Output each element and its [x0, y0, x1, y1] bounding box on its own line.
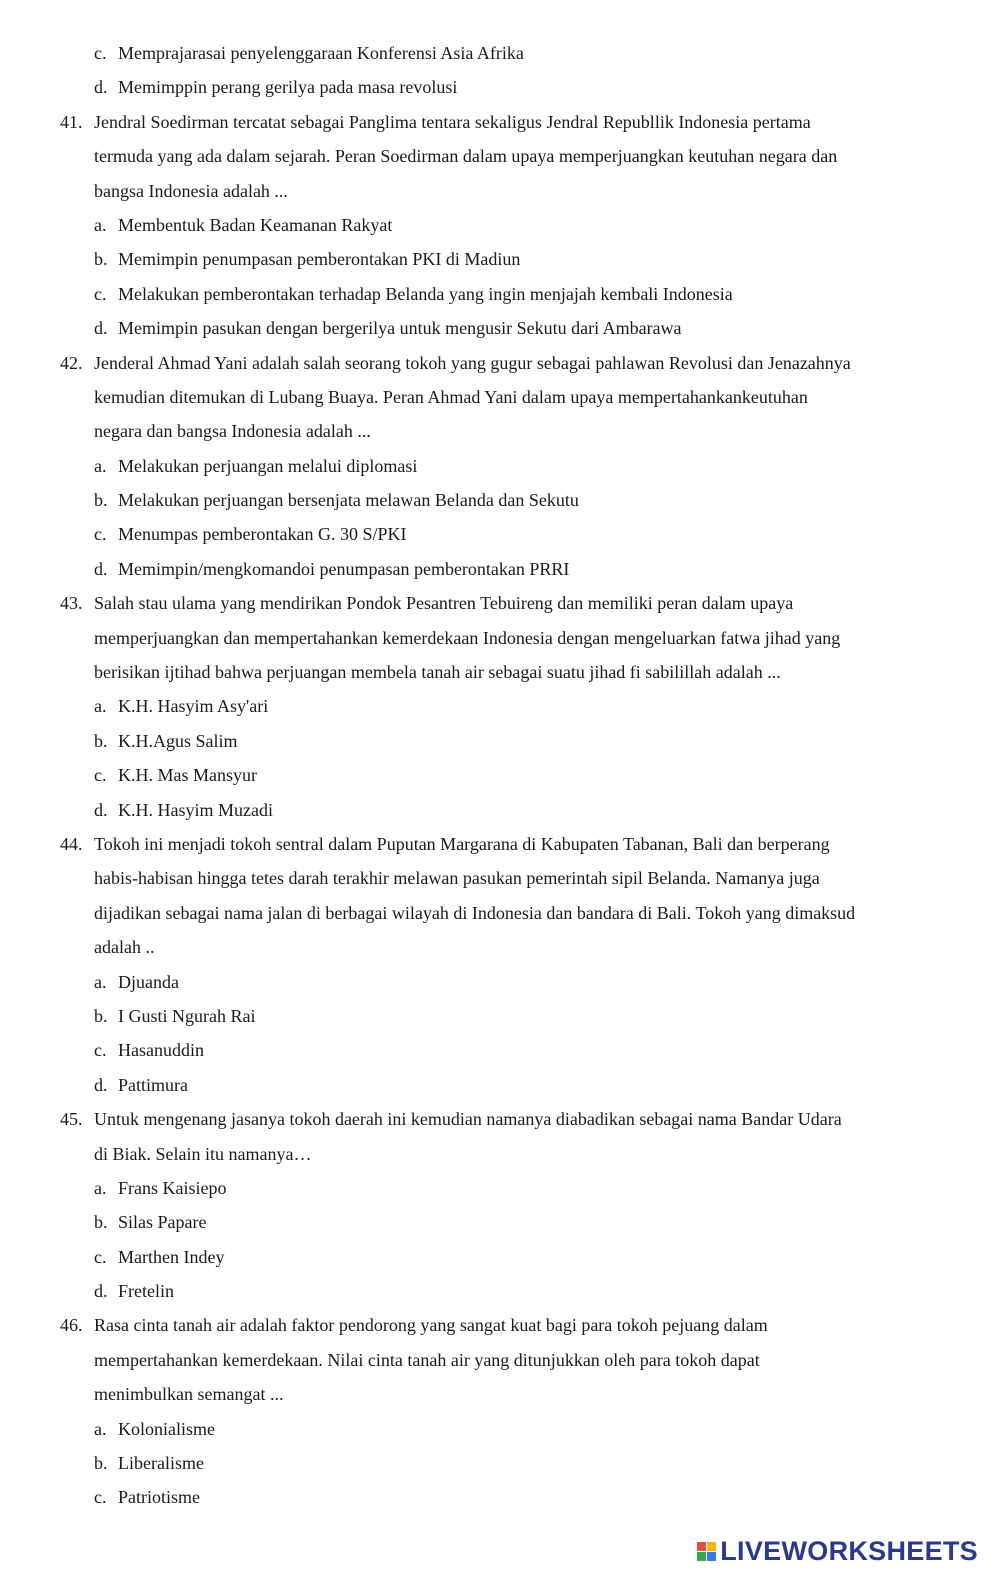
question-number: 41.	[60, 111, 83, 132]
option-text: Membentuk Badan Keamanan Rakyat	[118, 214, 393, 235]
option-text: Djuanda	[118, 971, 179, 992]
option-letter: a.	[94, 971, 107, 992]
question-text-continued: memperjuangkan dan mempertahankan kemerdekaan Indonesia dengan mengeluarkan fatwa jihad yang	[94, 627, 841, 648]
option-text: Memprajarasai penyelenggaraan Konferensi Asia Afrika	[118, 43, 524, 63]
question-text: Rasa cinta tanah air adalah faktor pendorong yang sangat kuat bagi para tokoh pejuang dalam	[94, 1315, 768, 1336]
question-text-continued: adalah ..	[94, 937, 155, 958]
option-text: Menumpas pemberontakan G. 30 S/PKI	[118, 524, 407, 545]
question-number: 46.	[60, 1315, 83, 1336]
option-letter: d.	[94, 558, 108, 579]
answer-option	[0, 70, 1000, 104]
question-line	[0, 346, 1000, 380]
answer-option	[0, 1240, 1000, 1274]
answer-option	[0, 689, 1000, 723]
liveworksheets-logo-icon	[697, 1542, 716, 1561]
answer-option	[0, 999, 1000, 1033]
option-letter: d.	[94, 318, 108, 339]
option-text: Pattimura	[118, 1074, 188, 1095]
question-line	[0, 827, 1000, 861]
logo-square-yellow	[707, 1542, 716, 1551]
answer-option	[0, 517, 1000, 551]
logo-square-green	[697, 1552, 706, 1561]
option-text: Frans Kaisiepo	[118, 1177, 227, 1198]
option-letter: b.	[94, 1453, 108, 1474]
answer-option	[0, 758, 1000, 792]
question-number: 45.	[60, 1109, 83, 1130]
option-text: I Gusti Ngurah Rai	[118, 1005, 256, 1026]
answer-option	[0, 311, 1000, 345]
option-letter: d.	[94, 799, 108, 820]
option-letter: d.	[94, 1074, 108, 1095]
question-number: 43.	[60, 593, 83, 614]
option-text: Memimppin perang gerilya pada masa revolusi	[118, 77, 458, 98]
question-text-continued: menimbulkan semangat ...	[94, 1384, 284, 1405]
question-text-continued: termuda yang ada dalam sejarah. Peran Soedirman dalam upaya memperjuangkan keutuhan negara dan	[94, 146, 838, 167]
answer-option	[0, 552, 1000, 586]
option-letter: a.	[94, 696, 107, 717]
answer-option	[0, 1205, 1000, 1239]
question-text: Untuk mengenang jasanya tokoh daerah ini kemudian namanya diabadikan sebagai nama Bandar Udara	[94, 1109, 842, 1130]
option-text: Hasanuddin	[118, 1040, 204, 1061]
answer-option	[0, 36, 1000, 70]
answer-option	[0, 1171, 1000, 1205]
question-text: Jenderal Ahmad Yani adalah salah seorang tokoh yang gugur sebagai pahlawan Revolusi dan Jenazahnya	[94, 352, 851, 373]
option-letter: b.	[94, 490, 108, 511]
option-letter: a.	[94, 1418, 107, 1439]
question-text-continued: bangsa Indonesia adalah ...	[94, 180, 288, 201]
answer-option	[0, 449, 1000, 483]
option-letter: d.	[94, 1281, 108, 1302]
option-letter: c.	[94, 1246, 107, 1267]
answer-option	[0, 242, 1000, 276]
option-text: Memimpin penumpasan pemberontakan PKI di Madiun	[118, 249, 521, 270]
option-text: Memimpin pasukan dengan bergerilya untuk mengusir Sekutu dari Ambarawa	[118, 318, 682, 339]
option-letter: a.	[94, 455, 107, 476]
question-text-continued: mempertahankan kemerdekaan. Nilai cinta tanah air yang ditunjukkan oleh para tokoh dapat	[94, 1349, 760, 1370]
question-text-continued: di Biak. Selain itu namanya…	[94, 1143, 312, 1164]
option-text: K.H. Hasyim Muzadi	[118, 799, 273, 820]
answer-option	[0, 724, 1000, 758]
option-text: Fretelin	[118, 1281, 174, 1302]
option-text: Patriotisme	[118, 1487, 200, 1508]
question-text-continued: negara dan bangsa Indonesia adalah ...	[94, 421, 371, 442]
question-number: 42.	[60, 352, 83, 373]
liveworksheets-logo	[697, 1535, 978, 1567]
answer-option	[0, 1412, 1000, 1446]
option-text: K.H. Hasyim Asy'ari	[118, 696, 269, 717]
answer-option	[0, 208, 1000, 242]
option-text: K.H.Agus Salim	[118, 730, 238, 751]
question-text-continued: berisikan ijtihad bahwa perjuangan membela tanah air sebagai suatu jihad fi sabilillah adalah ...	[94, 662, 781, 683]
option-letter: c.	[94, 1487, 107, 1508]
answer-option	[0, 483, 1000, 517]
question-text: Jendral Soedirman tercatat sebagai Panglima tentara sekaligus Jendral Republlik Indonesia pertama	[94, 111, 811, 132]
question-text-continued: habis-habisan hingga tetes darah terakhir melawan pasukan pemerintah sipil Belanda. Namanya juga	[94, 868, 820, 889]
question-number: 44.	[60, 833, 83, 854]
option-letter: d.	[94, 77, 108, 98]
question-line	[0, 1308, 1000, 1342]
answer-option	[0, 965, 1000, 999]
question-text: Tokoh ini menjadi tokoh sentral dalam Puputan Margarana di Kabupaten Tabanan, Bali dan berperang	[94, 833, 830, 854]
answer-option	[0, 1033, 1000, 1067]
option-text: Melakukan perjuangan melalui diplomasi	[118, 455, 418, 476]
logo-text: LIVEWORKSHEETS	[720, 1535, 978, 1566]
question-text: Salah stau ulama yang mendirikan Pondok Pesantren Tebuireng dan memiliki peran dalam upaya	[94, 593, 794, 614]
option-text: K.H. Mas Mansyur	[118, 765, 257, 786]
question-line	[0, 586, 1000, 620]
option-text: Liberalisme	[118, 1453, 204, 1474]
option-letter: c.	[94, 765, 107, 786]
option-text: Marthen Indey	[118, 1246, 225, 1267]
option-letter: a.	[94, 214, 107, 235]
answer-option	[0, 1068, 1000, 1102]
answer-option	[0, 1274, 1000, 1308]
question-text-continued: kemudian ditemukan di Lubang Buaya. Peran Ahmad Yani dalam upaya mempertahankankeutuhan	[94, 386, 808, 407]
answer-option	[0, 1446, 1000, 1480]
option-letter: b.	[94, 730, 108, 751]
option-text: Melakukan perjuangan bersenjata melawan Belanda dan Sekutu	[118, 490, 579, 511]
question-text-continued: dijadikan sebagai nama jalan di berbagai wilayah di Indonesia dan bandara di Bali. Tokoh yang dimaksud	[94, 902, 856, 923]
option-letter: b.	[94, 1212, 108, 1233]
worksheet-page	[0, 36, 1000, 1515]
option-letter: b.	[94, 249, 108, 270]
answer-option	[0, 277, 1000, 311]
option-letter: c.	[94, 524, 107, 545]
option-text: Melakukan pemberontakan terhadap Belanda yang ingin menjajah kembali Indonesia	[118, 283, 733, 304]
answer-option	[0, 793, 1000, 827]
option-letter: b.	[94, 1005, 108, 1026]
option-letter: a.	[94, 1177, 107, 1198]
option-letter: c.	[94, 283, 107, 304]
logo-square-blue	[707, 1552, 716, 1561]
option-text: Kolonialisme	[118, 1418, 215, 1439]
option-letter: c.	[94, 1040, 107, 1061]
logo-square-red	[697, 1542, 706, 1551]
option-text: Silas Papare	[118, 1212, 207, 1233]
answer-option	[0, 1480, 1000, 1514]
question-line	[0, 1102, 1000, 1136]
question-line	[0, 105, 1000, 139]
option-letter: c.	[94, 43, 107, 63]
option-text: Memimpin/mengkomandoi penumpasan pemberontakan PRRI	[118, 558, 570, 579]
